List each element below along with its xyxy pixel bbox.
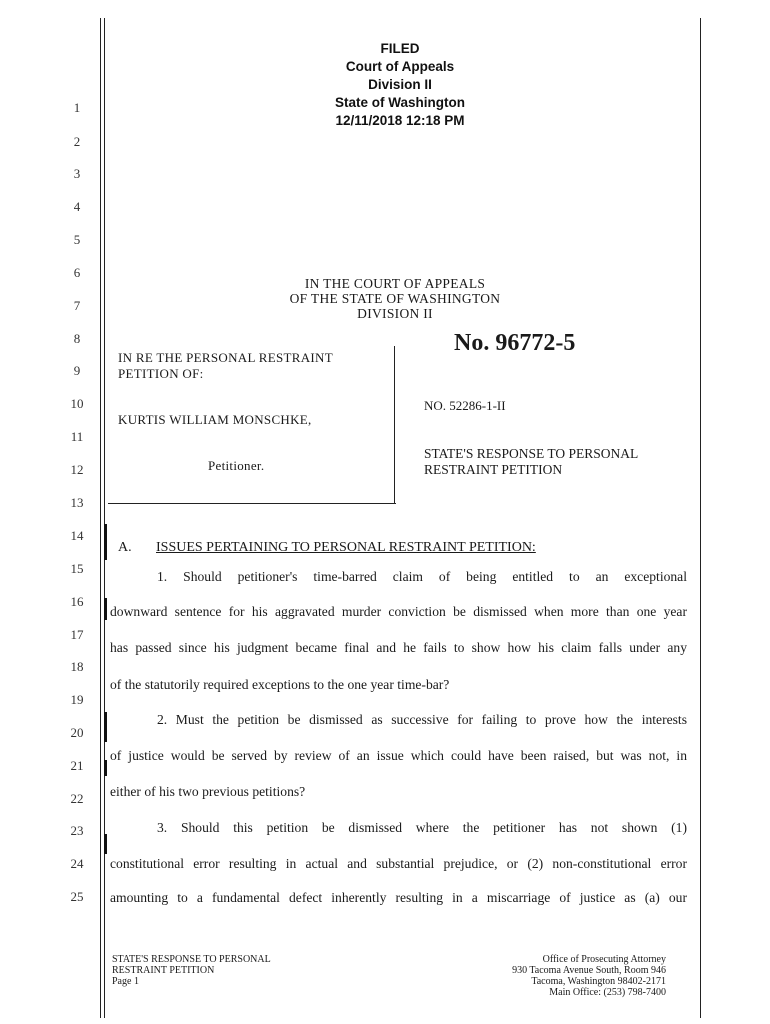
footer-phone: Main Office: (253) 798-7400 (549, 987, 666, 998)
line-number: 8 (73, 331, 81, 346)
body-line: downward sentence for his aggravated murder conviction be dismissed when more than one year (110, 604, 687, 619)
line-number: 2 (73, 134, 81, 149)
line-number: 10 (70, 396, 84, 411)
line-number: 11 (70, 429, 84, 444)
line-number: 24 (70, 856, 84, 871)
caption-in-re-line1: IN RE THE PERSONAL RESTRAINT (118, 350, 333, 365)
body-line: 2. Must the petition be dismissed as successive for failing to prove how the interests (157, 712, 687, 727)
line-number: 15 (70, 561, 84, 576)
stamp-filed: FILED (380, 41, 420, 56)
stamp-datetime: 12/11/2018 12:18 PM (335, 113, 465, 128)
body-line: of justice would be served by review of an issue which could have been raised, but was not, in (110, 748, 687, 763)
document-title (424, 446, 638, 478)
caption-party-name: KURTIS WILLIAM MONSCHKE, (118, 412, 312, 427)
court-division: DIVISION II (357, 306, 433, 321)
line-number: 5 (73, 232, 81, 247)
line-number: 25 (70, 889, 84, 904)
caption-in-re (118, 350, 333, 382)
line-number: 14 (70, 528, 84, 543)
revision-bar (104, 598, 107, 620)
line-number: 22 (70, 791, 84, 806)
footer-document-info (112, 954, 271, 987)
body-line: 1. Should petitioner's time-barred claim of being entitled to an exceptional (157, 569, 687, 584)
body-line: amounting to a fundamental defect inherently resulting in a miscarriage of justice as (a) our (110, 890, 687, 905)
filed-stamp (300, 40, 500, 130)
court-state: OF THE STATE OF WASHINGTON (289, 291, 501, 306)
footer-city: Tacoma, Washington 98402-2171 (531, 976, 666, 987)
pleading-rule-left-inner (104, 18, 105, 1018)
stamp-state: State of Washington (335, 95, 465, 110)
line-number: 6 (73, 265, 81, 280)
line-number: 18 (70, 659, 84, 674)
caption-in-re-line2: PETITION OF: (118, 366, 204, 381)
supreme-court-number: No. 96772-5 (454, 330, 576, 356)
footer-title-line2: RESTRAINT PETITION (112, 965, 215, 976)
footer-office-info (460, 954, 666, 998)
line-number: 7 (73, 298, 81, 313)
section-title: ISSUES PERTAINING TO PERSONAL RESTRAINT PETITION: (156, 540, 536, 555)
revision-bar (104, 760, 107, 776)
body-line: of the statutorily required exceptions to the one year time-bar? (110, 677, 450, 692)
document-title-line2: RESTRAINT PETITION (424, 462, 563, 477)
body-line: 3. Should this petition be dismissed where the petitioner has not shown (1) (157, 820, 687, 835)
caption-party-role: Petitioner. (208, 458, 265, 473)
section-letter: A. (118, 540, 132, 555)
line-number: 12 (70, 462, 84, 477)
caption-divider-horizontal (108, 503, 396, 504)
footer-office: Office of Prosecuting Attorney (542, 954, 666, 965)
footer-page: Page 1 (112, 976, 139, 987)
line-number: 23 (70, 823, 84, 838)
revision-bar (104, 712, 107, 742)
line-number: 9 (73, 363, 81, 378)
line-number: 16 (70, 594, 84, 609)
pleading-rule-left-outer (100, 18, 101, 1018)
footer-address: 930 Tacoma Avenue South, Room 946 (512, 965, 666, 976)
appeals-case-number: NO. 52286-1-II (424, 398, 506, 413)
stamp-court: Court of Appeals (345, 59, 455, 74)
line-number: 4 (73, 199, 81, 214)
caption-divider-vertical (394, 346, 395, 504)
document-title-line1: STATE'S RESPONSE TO PERSONAL (424, 446, 639, 461)
line-number: 1 (73, 100, 81, 115)
court-heading (250, 276, 540, 321)
pleading-rule-right (700, 18, 701, 1018)
body-line: has passed since his judgment became final and he fails to show how his claim falls under any (110, 640, 687, 655)
line-number: 20 (70, 725, 84, 740)
line-number: 19 (70, 692, 84, 707)
footer-title-line1: STATE'S RESPONSE TO PERSONAL (112, 954, 271, 965)
line-number: 21 (70, 758, 84, 773)
body-line: either of his two previous petitions? (110, 784, 306, 799)
revision-bar (104, 524, 107, 560)
line-number: 13 (70, 495, 84, 510)
court-name: IN THE COURT OF APPEALS (304, 276, 486, 291)
body-line: constitutional error resulting in actual and substantial prejudice, or (2) non-constitutional error (110, 856, 687, 871)
line-number: 3 (73, 166, 81, 181)
line-number: 17 (70, 627, 84, 642)
revision-bar (104, 834, 107, 854)
case-caption (108, 346, 396, 504)
stamp-division: Division II (368, 77, 432, 92)
